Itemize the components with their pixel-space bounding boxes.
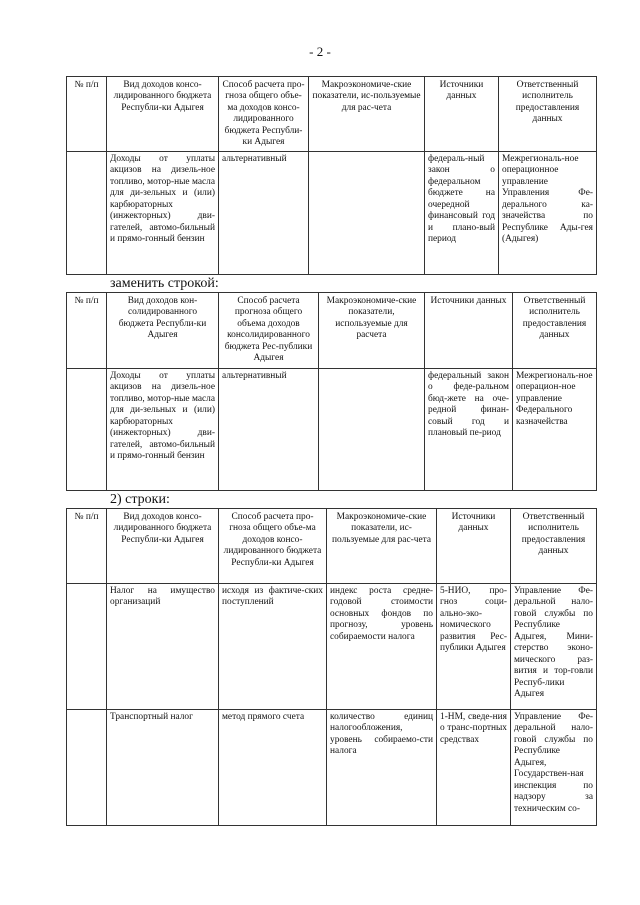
cell-data-sources: 5-НИО, про-гноз соци-ально-эко-номического развития Рес-публики Адыгея	[437, 584, 511, 710]
table-replacement-row	[66, 292, 597, 491]
header-calc-method: Способ расчета прогноза общего объема доходов консолидированного бюджета Рес-публики Адыгея	[219, 293, 319, 369]
header-revenue-type: Вид доходов кон-солидированного бюджета Республи-ки Адыгея	[107, 293, 219, 369]
heading-replace-with-row: заменить строкой:	[110, 276, 219, 291]
header-data-sources: Источники данных	[437, 509, 511, 584]
cell-data-sources: 1-НМ, сведе-ния о транс-портных средствах	[437, 710, 511, 826]
cell-responsible: Межрегиональ-ное операционное управление Управления Фе-дерального ка-значейства по Республике Ады-гея (Адыгея)	[499, 152, 597, 275]
cell-responsible: Управление Фе-деральной нало-говой службы по Республике Адыгея, Мини-стерство эконо-мического раз-вития и тор-говли Респуб-лики Адыгея	[511, 584, 597, 710]
header-calc-method: Способ расчета про-гноза общего объе-ма доходов консо-лидированного бюджета Республи-ки Адыгея	[219, 509, 327, 584]
cell-number	[67, 710, 107, 826]
table-row	[67, 369, 597, 491]
header-number: № п/п	[67, 293, 107, 369]
cell-number	[67, 369, 107, 491]
cell-revenue-type: Доходы от уплаты акцизов на дизель-ное топливо, мотор-ные масла для ди-зельных и (или) карбюраторных (инжекторных) дви-гателей, автомо-бильный и прямо-гонный бензин	[107, 369, 219, 491]
header-data-sources: Источники данных	[425, 77, 499, 152]
header-data-sources: Источники данных	[425, 293, 513, 369]
heading-rows: 2) строки:	[110, 492, 170, 507]
cell-calc-method: альтернативный	[219, 152, 309, 275]
table-original-row	[66, 76, 597, 275]
header-revenue-type: Вид доходов консо-лидированного бюджета Республи-ки Адыгея	[107, 509, 219, 584]
cell-revenue-type: Налог на имущество организаций	[107, 584, 219, 710]
header-number: № п/п	[67, 509, 107, 584]
cell-macro-indicators: индекс роста средне-годовой стоимости основных фондов по прогнозу, уровень собираемости налога	[327, 584, 437, 710]
header-macro-indicators: Макроэкономиче-ские показатели, используемые для расчета	[319, 293, 425, 369]
cell-number	[67, 152, 107, 275]
cell-revenue-type: Транспортный налог	[107, 710, 219, 826]
header-calc-method: Способ расчета про-гноза общего объе-ма доходов консо-лидированного бюджета Республи-ки Адыгея	[219, 77, 309, 152]
table-row	[67, 152, 597, 275]
header-responsible: Ответственный исполнитель предоставления данных	[513, 293, 597, 369]
cell-calc-method: исходя из фактиче-ских поступлений	[219, 584, 327, 710]
cell-macro-indicators: количество единиц налогообложения, уровень собираемо-сти налога	[327, 710, 437, 826]
cell-calc-method: альтернативный	[219, 369, 319, 491]
table-row	[67, 584, 597, 710]
page-number: - 2 -	[309, 44, 331, 59]
cell-data-sources: федеральный закон о феде-ральном бюд-жете на оче-редной финан-совый год и плановый пе-риод	[425, 369, 513, 491]
header-macro-indicators: Макроэкономиче-ские показатели, ис-пользуемые для рас-чета	[309, 77, 425, 152]
header-responsible: Ответственный исполнитель предоставления данных	[499, 77, 597, 152]
table-header-row	[67, 293, 597, 369]
cell-data-sources: федераль-ный закон о федеральном бюджете на очередной финансовый год и плано-вый период	[425, 152, 499, 275]
header-responsible: Ответственный исполнитель предоставления данных	[511, 509, 597, 584]
cell-macro-indicators	[309, 152, 425, 275]
cell-calc-method: метод прямого счета	[219, 710, 327, 826]
table-tax-rows	[66, 508, 597, 826]
table-header-row	[67, 77, 597, 152]
header-revenue-type: Вид доходов консо-лидированного бюджета Республи-ки Адыгея	[107, 77, 219, 152]
cell-responsible: Межрегиональ-ное операцион-ное управление Федерального казначейства	[513, 369, 597, 491]
cell-number	[67, 584, 107, 710]
header-macro-indicators: Макроэкономиче-ские показатели, ис-пользуемые для рас-чета	[327, 509, 437, 584]
cell-revenue-type: Доходы от уплаты акцизов на дизель-ное топливо, мотор-ные масла для ди-зельных и (или) карбюраторных (инжекторных) дви-гателей, автомо-бильный и прямо-гонный бензин	[107, 152, 219, 275]
header-number: № п/п	[67, 77, 107, 152]
table-header-row	[67, 509, 597, 584]
table-row	[67, 710, 597, 826]
cell-macro-indicators	[319, 369, 425, 491]
cell-responsible: Управление Фе-деральной нало-говой службы по Республике Адыгея, Государствен-ная инспекция по надзору за техническим со-	[511, 710, 597, 826]
